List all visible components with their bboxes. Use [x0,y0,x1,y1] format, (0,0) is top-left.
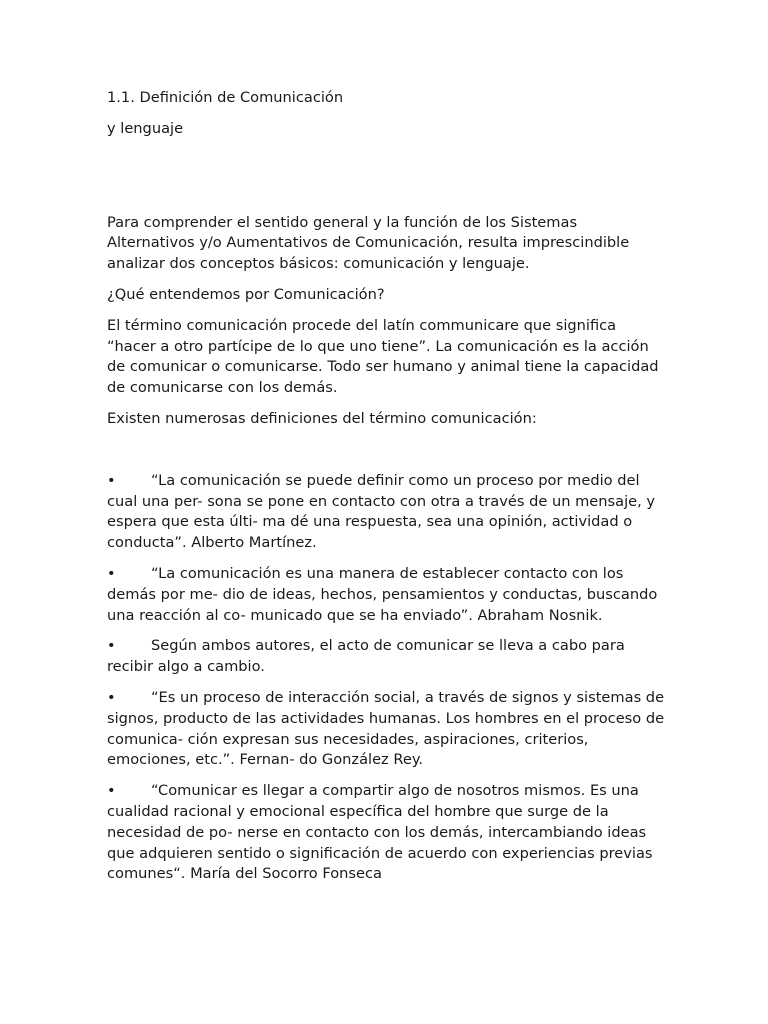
origin-paragraph: El término comunicación procede del latín communicare que significa “hacer a otro partícipe de lo que uno tiene”. La comunicación es la acción de comunicar o comunicarse. Todo ser humano y animal tiene la capacidad de comunicarse con los demás. [107,316,659,397]
list-item [107,781,667,885]
intro-paragraph: Para comprender el sentido general y la función de los Sistemas Alternativos y/o Aumentativos de Comunicación, resulta imprescindible analizar dos conceptos básicos: comunicación y lenguaje. [107,213,630,273]
section-heading-continuation: y lenguaje [107,119,184,137]
bullet-mark: • [107,564,116,582]
document-page [107,88,667,895]
list-item [107,471,667,554]
definitions-list [107,471,667,885]
question-paragraph: ¿Qué entendemos por Comunicación? [107,285,385,303]
list-item-text: “La comunicación se puede definir como un proceso por medio del cual una per- sona se pone en contacto con otra a través de un mensaje, y espera que esta últi- ma dé una respuesta, sea una opinión, actividad o conducta”. Alberto Martínez. [107,471,656,552]
bullet-mark: • [107,637,116,655]
list-item-text: Según ambos autores, el acto de comunicar se lleva a cabo para recibir algo a cambio. [107,637,625,676]
bullet-mark: • [107,688,116,706]
definitions-intro-paragraph: Existen numerosas definiciones del término comunicación: [107,409,537,427]
bullet-mark: • [107,471,116,489]
list-item [107,688,667,771]
list-item-text: “Es un proceso de interacción social, a través de signos y sistemas de signos, producto de las actividades humanas. Los hombres en el proceso de comunica- ción expresan sus necesidades, aspiraciones, criterios, emociones, etc.”. Fernan- do González Rey. [107,688,665,769]
list-item [107,636,667,678]
section-heading: 1.1. Definición de Comunicación [107,89,344,106]
list-item-text: “La comunicación es una manera de establecer contacto con los demás por me- dio de ideas, hechos, pensamientos y conductas, buscando una reacción al co- municado que se ha enviado”. Abraham Nosnik. [107,564,658,624]
bullet-mark: • [107,782,116,800]
list-item [107,564,667,626]
list-item-text: “Comunicar es llegar a compartir algo de nosotros mismos. Es una cualidad racional y emocional específica del hombre que surge de la necesidad de po- nerse en contacto con los demás, intercambiando ideas que adquieren sentido o significación de acuerdo con experiencias previas comunes“. María del Socorro Fonseca [107,782,653,883]
